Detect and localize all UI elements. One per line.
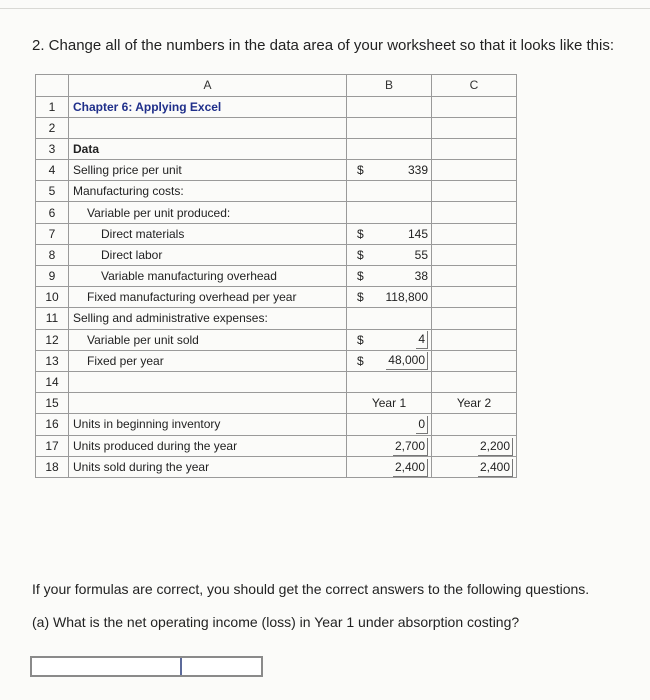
cell-c: [432, 350, 517, 371]
cell-b: [347, 350, 432, 371]
cell-value: 2,400: [393, 459, 428, 477]
cell-value: 118,800: [385, 290, 428, 305]
cell-c: [432, 96, 517, 117]
cell-value: 339: [407, 163, 428, 178]
column-header-c: C: [432, 75, 517, 97]
cell-b: [347, 329, 432, 350]
row-number: 2: [36, 117, 69, 138]
cell-c: [432, 117, 517, 138]
cell-a: Units sold during the year: [69, 456, 347, 477]
cell-value: 38: [414, 269, 428, 284]
cell-b: [347, 371, 432, 392]
cell-c: [432, 160, 517, 181]
cell-a1-title: Chapter 6: Applying Excel: [69, 96, 347, 117]
table-row: [36, 202, 517, 223]
cell-b: [347, 223, 432, 244]
table-row: [36, 308, 517, 329]
cell-c: [432, 329, 517, 350]
row-number: 8: [36, 244, 69, 265]
cell-b: [347, 266, 432, 287]
row-number: 4: [36, 160, 69, 181]
cell-a: Units produced during the year: [69, 435, 347, 456]
row-number: 1: [36, 96, 69, 117]
currency-symbol: $: [357, 353, 364, 368]
cell-b: [347, 287, 432, 308]
cell-b-year1-header: Year 1: [347, 393, 432, 414]
cell-a-data-label: Data: [69, 138, 347, 159]
worksheet-table: [35, 74, 517, 478]
cell-b: [347, 138, 432, 159]
cell-a: Direct labor: [69, 244, 347, 265]
question-a: (a) What is the net operating income (loss) in Year 1 under absorption costing?: [32, 614, 520, 630]
instruction-heading: 2. Change all of the numbers in the data area of your worksheet so that it looks like this:: [32, 37, 614, 54]
cell-c: [432, 287, 517, 308]
currency-symbol: $: [357, 226, 364, 241]
answer-input-divider: [180, 658, 182, 675]
corner-cell: [36, 75, 69, 97]
cell-value: 48,000: [386, 352, 428, 370]
cell-a: Fixed per year: [69, 350, 347, 371]
table-row: [36, 329, 517, 350]
table-row: [36, 160, 517, 181]
cell-a: [69, 117, 347, 138]
cell-b: [347, 308, 432, 329]
cell-b: [347, 181, 432, 202]
table-row: [36, 393, 517, 414]
currency-symbol: $: [357, 163, 364, 178]
table-row: [36, 223, 517, 244]
row-number: 14: [36, 371, 69, 392]
row-number: 9: [36, 266, 69, 287]
currency-symbol: $: [357, 247, 364, 262]
cell-c: [432, 181, 517, 202]
cell-c: [432, 266, 517, 287]
table-row: [36, 244, 517, 265]
cell-c: [432, 456, 517, 477]
table-row: [36, 435, 517, 456]
currency-symbol: $: [357, 332, 364, 347]
table-row: [36, 96, 517, 117]
table-row: [36, 414, 517, 435]
cell-b: [347, 414, 432, 435]
answer-input[interactable]: [30, 656, 263, 677]
cell-c: [432, 308, 517, 329]
cell-a: Manufacturing costs:: [69, 181, 347, 202]
cell-a: [69, 393, 347, 414]
cell-c: [432, 371, 517, 392]
cell-c: [432, 244, 517, 265]
cell-b: [347, 244, 432, 265]
cell-a: Selling and administrative expenses:: [69, 308, 347, 329]
table-row: [36, 456, 517, 477]
cell-c: [432, 435, 517, 456]
column-header-a: A: [69, 75, 347, 97]
row-number: 6: [36, 202, 69, 223]
cell-a: Variable manufacturing overhead: [69, 266, 347, 287]
cell-b: [347, 202, 432, 223]
cell-a: Fixed manufacturing overhead per year: [69, 287, 347, 308]
table-row: [36, 287, 517, 308]
row-number: 12: [36, 329, 69, 350]
cell-a: Units in beginning inventory: [69, 414, 347, 435]
column-header-b: B: [347, 75, 432, 97]
cell-c-year2-header: Year 2: [432, 393, 517, 414]
row-number: 11: [36, 308, 69, 329]
row-number: 10: [36, 287, 69, 308]
cell-a: Variable per unit sold: [69, 329, 347, 350]
cell-b: [347, 435, 432, 456]
cell-c: [432, 223, 517, 244]
currency-symbol: $: [357, 290, 364, 305]
cell-b: [347, 117, 432, 138]
table-row: [36, 371, 517, 392]
cell-c: [432, 138, 517, 159]
currency-symbol: $: [357, 269, 364, 284]
row-number: 16: [36, 414, 69, 435]
cell-b: [347, 160, 432, 181]
cell-value: 55: [414, 247, 428, 262]
cell-value: 4: [416, 331, 428, 349]
cell-a: Selling price per unit: [69, 160, 347, 181]
row-number: 13: [36, 350, 69, 371]
row-number: 17: [36, 435, 69, 456]
column-header-row: [36, 75, 517, 97]
cell-a: [69, 371, 347, 392]
row-number: 15: [36, 393, 69, 414]
cell-value: 0: [416, 416, 428, 434]
cell-c: [432, 414, 517, 435]
cell-value: 2,700: [393, 438, 428, 456]
cell-b: [347, 96, 432, 117]
table-row: [36, 138, 517, 159]
row-number: 3: [36, 138, 69, 159]
row-number: 7: [36, 223, 69, 244]
cell-a: Variable per unit produced:: [69, 202, 347, 223]
cell-value: 145: [407, 226, 428, 241]
row-number: 18: [36, 456, 69, 477]
instruction-note: If your formulas are correct, you should get the correct answers to the following questions.: [32, 581, 590, 597]
table-row: [36, 117, 517, 138]
cell-value: 2,400: [478, 459, 513, 477]
table-row: [36, 350, 517, 371]
cell-a: Direct materials: [69, 223, 347, 244]
top-strip: [0, 0, 650, 9]
cell-c: [432, 202, 517, 223]
row-number: 5: [36, 181, 69, 202]
table-row: [36, 181, 517, 202]
cell-value: 2,200: [478, 438, 513, 456]
table-row: [36, 266, 517, 287]
cell-b: [347, 456, 432, 477]
